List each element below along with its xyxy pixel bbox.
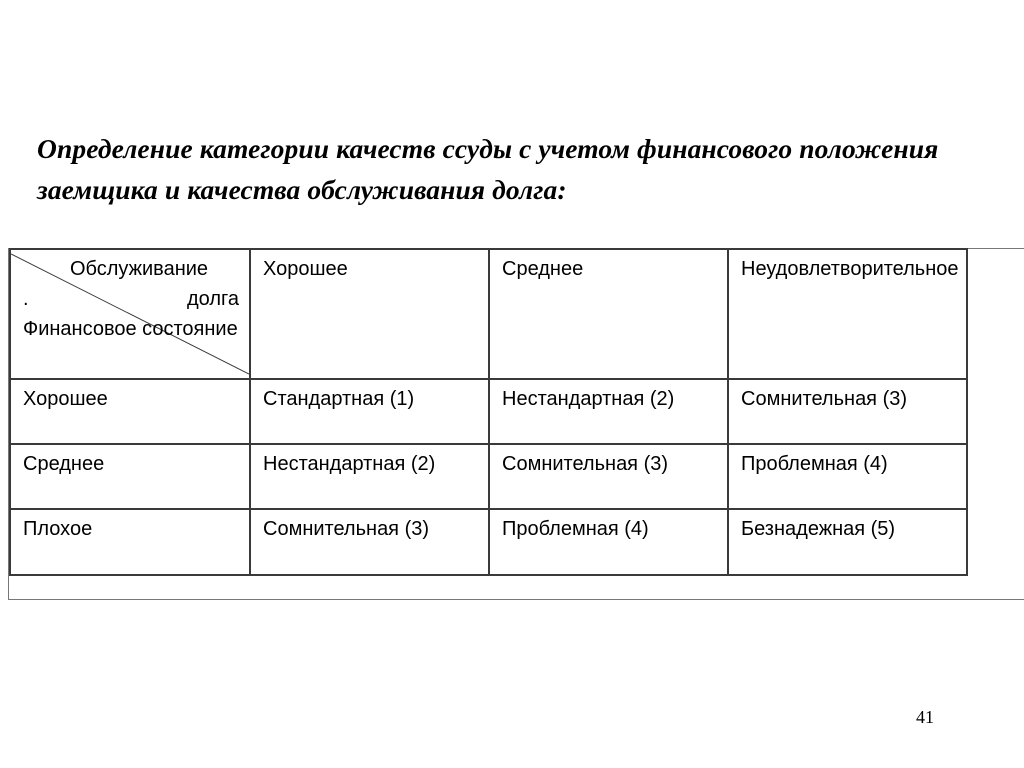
table-cell: Нестандартная (2) (250, 444, 489, 509)
row-header: Хорошее (10, 379, 250, 444)
table-row (10, 379, 967, 444)
table-header-row (10, 249, 967, 379)
table-cell: Безнадежная (5) (728, 509, 967, 575)
table-cell: Проблемная (4) (489, 509, 728, 575)
row-header: Плохое (10, 509, 250, 575)
slide-title: Определение категории качеств ссуды с учетом финансового положения заемщика и качества обслуживания долга: (37, 133, 939, 205)
table-cell: Нестандартная (2) (489, 379, 728, 444)
corner-label-dot: . (23, 288, 29, 310)
table-row (10, 444, 967, 509)
column-header: Среднее (489, 249, 728, 379)
corner-label-servicing: Обслуживание (69, 258, 209, 280)
column-header: Хорошее (250, 249, 489, 379)
loan-quality-table (9, 248, 968, 576)
row-header: Среднее (10, 444, 250, 509)
corner-label-debt: долга (186, 288, 239, 310)
page-number: 41 (916, 707, 934, 727)
table-cell: Сомнительная (3) (489, 444, 728, 509)
table-cell: Проблемная (4) (728, 444, 967, 509)
column-header: Неудовлетворительное (728, 249, 967, 379)
table-cell: Стандартная (1) (250, 379, 489, 444)
corner-header-cell (10, 249, 250, 379)
table-cell: Сомнительная (3) (250, 509, 489, 575)
corner-label-financial-state: Финансовое состояние (23, 318, 238, 340)
table-cell: Сомнительная (3) (728, 379, 967, 444)
table-row (10, 509, 967, 575)
